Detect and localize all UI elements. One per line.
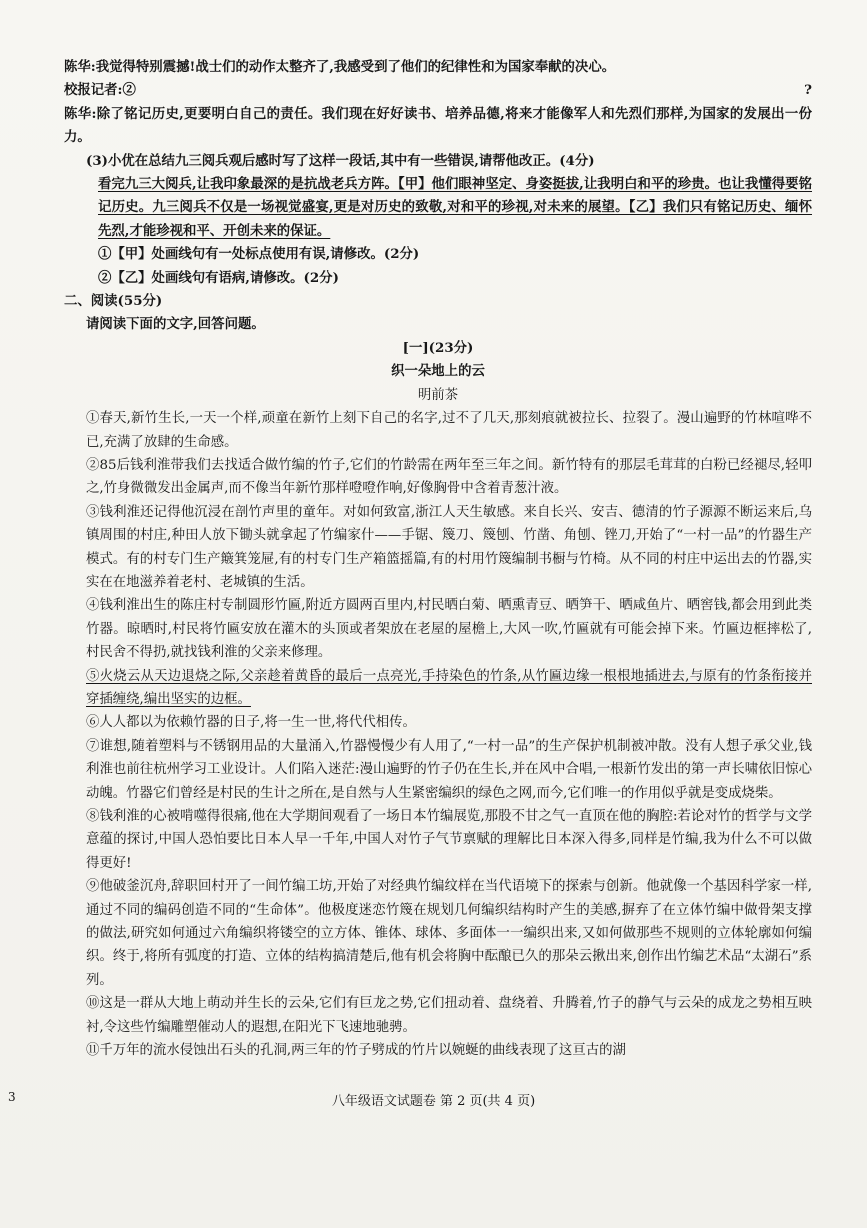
- reporter-label: 校报记者:②: [64, 82, 136, 99]
- dialog-line-chenhua-2: 陈华:除了铭记历史,更要明白自己的责任。我们现在好好读书、培养品德,将来才能像军人和先烈们那样,为国家的发展出一份力。: [64, 105, 812, 146]
- paragraph-8: ⑧钱利淮的心被啃噬得很痛,他在大学期间观看了一场日本竹编展览,那股不甘之气一直顶在他的胸腔:若论对竹的哲学与文学意蕴的探讨,中国人恐怕要比日本人早一千年,中国人对竹子气节禀赋的理解比日本深入得多,同样是竹编,我为什么不可以做得更好!: [86, 809, 812, 871]
- paragraph-11: ⑪千万年的流水侵蚀出石头的孔洞,两三年的竹子劈成的竹片以婉蜒的曲线表现了这亘古的湖: [86, 1043, 626, 1059]
- paragraph-6: ⑥人人都以为依赖竹器的日子,将一生一世,将代代相传。: [86, 715, 416, 731]
- article-title: 织一朵地上的云: [391, 363, 485, 380]
- paragraph-1: ①春天,新竹生长,一天一个样,顽童在新竹上刻下自己的名字,过不了几天,那刻痕就被拉长、拉裂了。漫山遍野的竹林喧哗不已,充满了放肆的生命感。: [86, 411, 812, 450]
- paragraph-2: ②85后钱利淮带我们去找适合做竹编的竹子,它们的竹龄需在两年至三年之间。新竹特有的那层毛茸茸的白粉已经褪尽,轻叩之,竹身微微发出金属声,而不像当年新竹那样噔噔作响,好像胸骨中含着青葱汁液。: [86, 457, 812, 497]
- question-3-passage: 看完九三大阅兵,让我印象最深的是抗战老兵方阵。【甲】他们眼神坚定、身姿挺拔,让我明白和平的珍贵。也让我懂得要铭记历史。九三阅兵不仅是一场视觉盛宴,更是对历史的致敬,对和平的珍视,对未来的展望。【乙】我们只有铭记历史、缅怀先烈,才能珍视和平、开创未来的保证。: [98, 176, 812, 239]
- dialog-line-reporter: [64, 79, 812, 102]
- section-2-instruction: 请阅读下面的文字,回答问题。: [86, 316, 265, 333]
- paragraph-9: ⑨他破釜沉舟,辞职回村开了一间竹编工坊,开始了对经典竹编纹样在当代语境下的探索与创新。他就像一个基因科学家一样,通过不同的编码创造不同的“生命体”。他极度迷恋竹篾在规划几何编织结构时产生的美感,摒弃了在立体竹编中做骨架支撑的做法,研究如何通过六角编织将镂空的立方体、锥体、球体、多面体一一编织出来,又如何做那些不规则的立体轮廓如何编织。终于,将所有弧度的打造、立体的结构搞清楚后,他有机会将胸中酝酿已久的那朵云揪出来,创作出竹编艺术品“太湖石”系列。: [86, 879, 812, 988]
- page-footer: 八年级语文试题卷 第 2 页(共 4 页): [331, 1094, 536, 1109]
- paragraph-10: ⑩这是一群从大地上萌动并生长的云朵,它们有巨龙之势,它们扭动着、盘绕着、升腾着,竹子的静气与云朵的成龙之势相互映衬,令这些竹编雕塑催动人的遐想,在阳光下飞速地驰骋。: [86, 996, 812, 1035]
- paragraph-7: ⑦谁想,随着塑料与不锈钢用品的大量涌入,竹器慢慢少有人用了,“一村一品”的生产保护机制被冲散。没有人想子承父业,钱利淮也前往杭州学习工业设计。人们陷入迷茫:漫山遍野的竹子仍在生长,并在风中合唱,一根新竹发出的第一声长啸依旧惊心动魄。竹器它们曾经是村民的生计之所在,是自然与人生紧密编织的绿色之网,而今,它们唯一的作用似乎就是变成烧柴。: [86, 738, 812, 801]
- question-3-sub-1: ①【甲】处画线句有一处标点使用有误,请修改。(2分): [98, 246, 420, 263]
- paragraph-3: ③钱利淮还记得他沉浸在剖竹声里的童年。对如何致富,浙江人天生敏感。来自长兴、安吉、德清的竹子源源不断运来后,乌镇周围的村庄,种田人放下锄头就拿起了竹编家什——手锯、篾刀、篾刨、竹凿、角刨、锉刀,开始了“一村一品”的竹器生产模式。有的村专门生产簸箕笼屉,有的村专门生产箱篮摇篇,有的村用竹篾编制书橱与竹椅。从不同的村庄中运出去的竹器,实实在在地滋养着老村、老城镇的生活。: [86, 504, 812, 590]
- left-margin-mark: 3: [8, 1090, 16, 1104]
- paragraph-4: ④钱利淮出生的陈庄村专制圆形竹匾,附近方圆两百里内,村民晒白菊、晒熏青豆、晒笋干、晒咸鱼片、晒窖钱,都会用到此类竹器。晾晒时,村民将竹匾安放在灌木的头顶或者架放在老屋的屋檐上,大风一吹,竹匾就有可能会掉下来。竹匾边框摔松了,村民舍不得扔,就找钱利淮的父亲来修理。: [86, 598, 812, 661]
- part-1-title: [一](23分): [402, 339, 474, 356]
- article-author: 明前茶: [417, 387, 459, 403]
- question-3-sub-2: ②【乙】处画线句有语病,请修改。(2分): [98, 269, 339, 286]
- dialog-line-chenhua-1: 陈华:我觉得特别震撼!战士们的动作太整齐了,我感受到了他们的纪律性和为国家奉献的决心。: [64, 59, 616, 75]
- question-3-title: (3)小优在总结九三阅兵观后感时写了这样一段话,其中有一些错误,请帮他改正。(4分): [86, 152, 595, 169]
- reporter-question-mark: ?: [804, 82, 812, 99]
- paragraph-5-underlined: ⑤火烧云从天边退烧之际,父亲趁着黄昏的最后一点亮光,手持染色的竹条,从竹匾边缘一根根地插进去,与原有的竹条衔接并穿插缠绕,编出坚实的边框。: [86, 668, 812, 707]
- section-2-heading: 二、阅读(55分): [64, 293, 163, 310]
- page-content: [64, 56, 812, 1062]
